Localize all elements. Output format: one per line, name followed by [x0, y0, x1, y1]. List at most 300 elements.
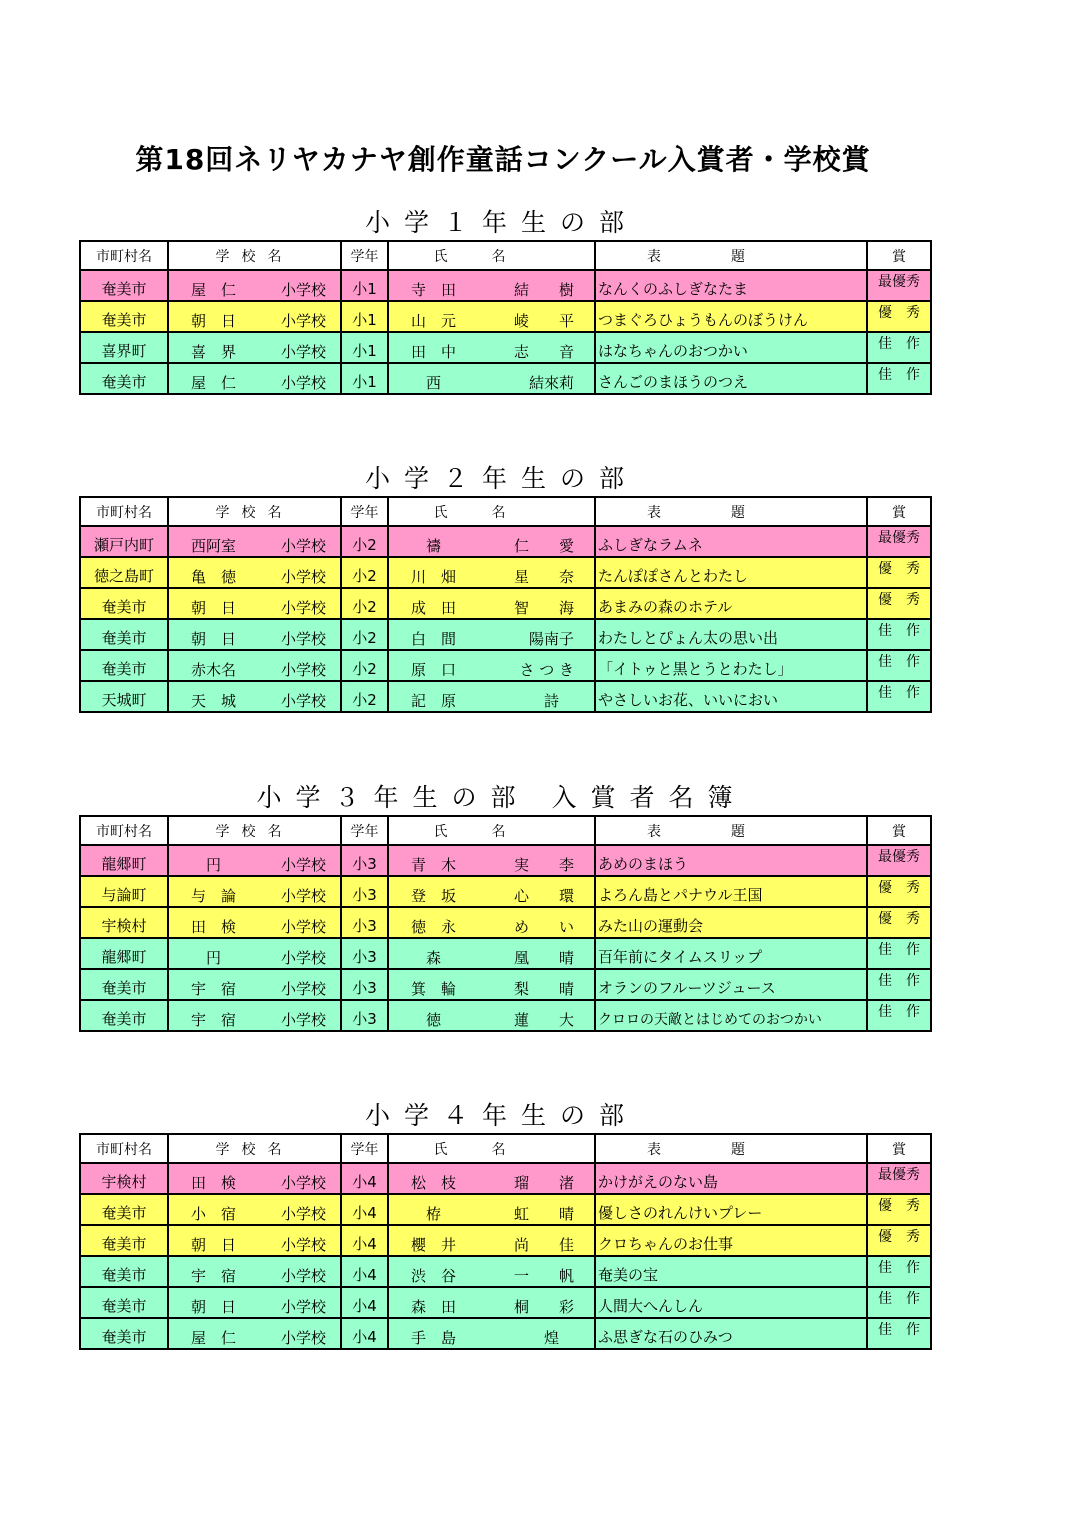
header-title [595, 241, 867, 270]
work-title-cell: 奄美の宝 [595, 1256, 867, 1287]
given-name: 桐 彩 [513, 1298, 574, 1316]
section-grade-1 [79, 206, 924, 395]
prize-cell: 優 秀 [867, 301, 931, 332]
prize-cell: 佳 作 [867, 1318, 931, 1349]
city-cell: 奄美市 [80, 363, 168, 394]
school-name: 田 検 [191, 918, 237, 936]
school-cell [168, 938, 341, 969]
prize-cell: 佳 作 [867, 681, 931, 712]
grade-cell: 小3 [341, 845, 388, 876]
header-city [80, 497, 168, 526]
header-city-label: 市町村名 [96, 248, 152, 265]
work-title-cell: たんぽぽさんとわたし [595, 557, 867, 588]
city-cell: 宇検村 [80, 907, 168, 938]
header-name [388, 816, 595, 845]
given-name: 結來莉 [528, 374, 574, 392]
table-row [80, 363, 931, 394]
header-grade [341, 1134, 388, 1163]
work-title-cell: かけがえのない島 [595, 1163, 867, 1194]
header-name-label: 氏名 [433, 248, 550, 265]
school-name: 屋 仁 [191, 374, 237, 392]
header-title [595, 1134, 867, 1163]
header-title [595, 497, 867, 526]
header-school [168, 1134, 341, 1163]
header-prize [867, 1134, 931, 1163]
table-header-row [80, 816, 931, 845]
school-name: 朝 日 [191, 1298, 237, 1316]
city-cell: 宇検村 [80, 1163, 168, 1194]
school-type: 小学校 [280, 1205, 326, 1223]
given-name: 結 樹 [513, 281, 574, 299]
prize-cell: 優 秀 [867, 907, 931, 938]
prize-cell: 優 秀 [867, 876, 931, 907]
grade-cell: 小4 [341, 1287, 388, 1318]
work-title-cell: クロロの天敵とはじめてのおつかい [595, 1000, 867, 1031]
work-title-cell: 百年前にタイムスリップ [595, 938, 867, 969]
grade-cell: 小4 [341, 1256, 388, 1287]
family-name: 白 間 [411, 630, 457, 648]
school-name: 宇 宿 [191, 1011, 237, 1029]
school-type: 小学校 [280, 1236, 326, 1254]
work-title-cell: わたしとぴょん太の思い出 [595, 619, 867, 650]
header-school-label: 学校名 [215, 248, 294, 265]
school-name: 宇 宿 [191, 980, 237, 998]
name-cell [388, 1287, 595, 1318]
family-name: 森 [411, 949, 442, 967]
given-name: 心 環 [513, 887, 574, 905]
results-table [79, 240, 932, 395]
header-city-label: 市町村名 [96, 504, 152, 521]
table-row [80, 557, 931, 588]
grade-cell: 小3 [341, 907, 388, 938]
family-name: 青 木 [411, 856, 457, 874]
work-title-cell: 優しさのれんけいプレー [595, 1194, 867, 1225]
header-school-label: 学校名 [215, 504, 294, 521]
grade-cell: 小3 [341, 969, 388, 1000]
family-name: 成 田 [411, 599, 457, 617]
name-cell [388, 301, 595, 332]
table-header-row [80, 497, 931, 526]
work-title-cell: あめのまほう [595, 845, 867, 876]
results-table [79, 1133, 932, 1350]
given-name: 梨 晴 [513, 980, 574, 998]
city-cell: 奄美市 [80, 1287, 168, 1318]
grade-cell: 小4 [341, 1163, 388, 1194]
table-row [80, 1256, 931, 1287]
grade-cell: 小2 [341, 650, 388, 681]
section-heading: 小学２年生の部 [364, 464, 638, 493]
school-name: 円 [191, 856, 222, 874]
table-row [80, 845, 931, 876]
school-cell [168, 907, 341, 938]
name-cell [388, 938, 595, 969]
header-prize-label: 賞 [892, 504, 906, 521]
school-type: 小学校 [280, 312, 326, 330]
name-cell [388, 270, 595, 301]
given-name: 蓮 大 [513, 1011, 574, 1029]
city-cell: 奄美市 [80, 1194, 168, 1225]
school-type: 小学校 [280, 537, 326, 555]
header-grade [341, 241, 388, 270]
grade-cell: 小2 [341, 526, 388, 557]
name-cell [388, 332, 595, 363]
family-name: 原 口 [411, 661, 457, 679]
header-name-label: 氏名 [433, 823, 550, 840]
given-name: め い [513, 918, 574, 936]
school-type: 小学校 [280, 980, 326, 998]
header-prize [867, 241, 931, 270]
city-cell: 奄美市 [80, 1225, 168, 1256]
header-title-label: 表題 [647, 504, 815, 521]
school-cell [168, 845, 341, 876]
header-prize-label: 賞 [892, 823, 906, 840]
school-name: 朝 日 [191, 630, 237, 648]
city-cell: 奄美市 [80, 650, 168, 681]
city-cell: 喜界町 [80, 332, 168, 363]
city-cell: 龍郷町 [80, 845, 168, 876]
grade-cell: 小3 [341, 876, 388, 907]
city-cell: 奄美市 [80, 588, 168, 619]
given-name: さ つ き [519, 661, 574, 679]
table-row [80, 650, 931, 681]
header-title-label: 表題 [647, 1141, 815, 1158]
family-name: 禱 [411, 537, 442, 555]
school-type: 小学校 [280, 692, 326, 710]
section-heading: 小学１年生の部 [364, 208, 638, 237]
school-type: 小学校 [280, 887, 326, 905]
school-name: 朝 日 [191, 1236, 237, 1254]
school-name: 与 論 [191, 887, 237, 905]
family-name: 田 中 [411, 343, 457, 361]
work-title-cell: やさしいお花、いいにおい [595, 681, 867, 712]
header-school [168, 241, 341, 270]
school-cell [168, 557, 341, 588]
header-name [388, 241, 595, 270]
city-cell: 龍郷町 [80, 938, 168, 969]
school-cell [168, 1318, 341, 1349]
header-name-label: 氏名 [433, 1141, 550, 1158]
given-name: 崚 平 [513, 312, 574, 330]
school-cell [168, 1194, 341, 1225]
city-cell: 奄美市 [80, 619, 168, 650]
table-row [80, 907, 931, 938]
school-type: 小学校 [280, 374, 326, 392]
school-type: 小学校 [280, 281, 326, 299]
results-table [79, 496, 932, 713]
header-prize-label: 賞 [892, 248, 906, 265]
prize-cell: 優 秀 [867, 557, 931, 588]
prize-cell: 佳 作 [867, 969, 931, 1000]
school-type: 小学校 [280, 599, 326, 617]
city-cell: 瀬戸内町 [80, 526, 168, 557]
work-title-cell: みた山の運動会 [595, 907, 867, 938]
prize-cell: 最優秀 [867, 1163, 931, 1194]
given-name: 煌 [543, 1329, 574, 1347]
prize-cell: 最優秀 [867, 845, 931, 876]
header-city [80, 241, 168, 270]
prize-cell: 佳 作 [867, 619, 931, 650]
school-type: 小学校 [280, 1267, 326, 1285]
header-grade-label: 学年 [350, 248, 379, 265]
section-grade-3 [79, 781, 924, 1032]
section-heading: 小学３年生の部 入賞者名簿 [256, 783, 747, 812]
header-school [168, 497, 341, 526]
work-title-cell: さんごのまほうのつえ [595, 363, 867, 394]
grade-cell: 小2 [341, 681, 388, 712]
family-name: 記 原 [411, 692, 457, 710]
grade-cell: 小2 [341, 619, 388, 650]
school-cell [168, 1000, 341, 1031]
section-grade-4 [79, 1099, 924, 1350]
family-name: 寺 田 [411, 281, 457, 299]
prize-cell: 最優秀 [867, 270, 931, 301]
school-name: 天 城 [191, 692, 237, 710]
header-name [388, 497, 595, 526]
school-type: 小学校 [280, 568, 326, 586]
school-type: 小学校 [280, 630, 326, 648]
header-city [80, 1134, 168, 1163]
grade-cell: 小1 [341, 332, 388, 363]
family-name: 森 田 [411, 1298, 457, 1316]
grade-cell: 小3 [341, 1000, 388, 1031]
city-cell: 奄美市 [80, 969, 168, 1000]
table-row [80, 1194, 931, 1225]
work-title-cell: あまみの森のホテル [595, 588, 867, 619]
school-cell [168, 619, 341, 650]
grade-cell: 小1 [341, 301, 388, 332]
school-name: 宇 宿 [191, 1267, 237, 1285]
name-cell [388, 681, 595, 712]
header-prize [867, 816, 931, 845]
name-cell [388, 1194, 595, 1225]
school-cell [168, 363, 341, 394]
header-prize [867, 497, 931, 526]
prize-cell: 佳 作 [867, 1287, 931, 1318]
city-cell: 奄美市 [80, 1256, 168, 1287]
grade-cell: 小4 [341, 1318, 388, 1349]
prize-cell: 優 秀 [867, 1194, 931, 1225]
table-row [80, 1225, 931, 1256]
school-name: 喜 界 [191, 343, 237, 361]
grade-cell: 小2 [341, 588, 388, 619]
prize-cell: 優 秀 [867, 1225, 931, 1256]
table-row [80, 588, 931, 619]
school-name: 屋 仁 [191, 281, 237, 299]
name-cell [388, 526, 595, 557]
table-row [80, 332, 931, 363]
given-name: 凰 晴 [513, 949, 574, 967]
name-cell [388, 845, 595, 876]
table-row [80, 876, 931, 907]
header-name [388, 1134, 595, 1163]
table-header-row [80, 1134, 931, 1163]
work-title-cell: ふしぎなラムネ [595, 526, 867, 557]
school-name: 田 検 [191, 1174, 237, 1192]
school-cell [168, 1287, 341, 1318]
school-name: 小 宿 [191, 1205, 237, 1223]
school-type: 小学校 [280, 918, 326, 936]
header-title [595, 816, 867, 845]
school-type: 小学校 [280, 343, 326, 361]
name-cell [388, 969, 595, 1000]
header-grade [341, 497, 388, 526]
school-cell [168, 270, 341, 301]
family-name: 栫 [411, 1205, 442, 1223]
school-cell [168, 650, 341, 681]
family-name: 山 元 [411, 312, 457, 330]
school-name: 円 [191, 949, 222, 967]
header-school-label: 学校名 [215, 1141, 294, 1158]
section-heading: 小学４年生の部 [364, 1101, 638, 1130]
school-cell [168, 876, 341, 907]
header-city-label: 市町村名 [96, 1141, 152, 1158]
given-name: 智 海 [513, 599, 574, 617]
family-name: 西 [411, 374, 442, 392]
table-row [80, 1000, 931, 1031]
school-name: 亀 徳 [191, 568, 237, 586]
city-cell: 与論町 [80, 876, 168, 907]
given-name: 一 帆 [513, 1267, 574, 1285]
work-title-cell: つまぐろひょうもんのぼうけん [595, 301, 867, 332]
school-cell [168, 332, 341, 363]
school-type: 小学校 [280, 949, 326, 967]
family-name: 渋 谷 [411, 1267, 457, 1285]
city-cell: 奄美市 [80, 301, 168, 332]
school-cell [168, 681, 341, 712]
header-title-label: 表題 [647, 823, 815, 840]
header-grade-label: 学年 [350, 823, 379, 840]
table-row [80, 301, 931, 332]
name-cell [388, 650, 595, 681]
city-cell: 奄美市 [80, 270, 168, 301]
table-row [80, 969, 931, 1000]
grade-cell: 小1 [341, 363, 388, 394]
header-school [168, 816, 341, 845]
city-cell: 徳之島町 [80, 557, 168, 588]
name-cell [388, 1256, 595, 1287]
work-title-cell: はなちゃんのおつかい [595, 332, 867, 363]
school-type: 小学校 [280, 1298, 326, 1316]
name-cell [388, 619, 595, 650]
header-grade-label: 学年 [350, 504, 379, 521]
name-cell [388, 1318, 595, 1349]
prize-cell: 佳 作 [867, 1000, 931, 1031]
school-type: 小学校 [280, 661, 326, 679]
name-cell [388, 1000, 595, 1031]
prize-cell: 佳 作 [867, 938, 931, 969]
given-name: 虹 晴 [513, 1205, 574, 1223]
header-city-label: 市町村名 [96, 823, 152, 840]
name-cell [388, 588, 595, 619]
family-name: 登 坂 [411, 887, 457, 905]
name-cell [388, 1163, 595, 1194]
family-name: 徳 永 [411, 918, 457, 936]
table-row [80, 681, 931, 712]
given-name: 仁 愛 [513, 537, 574, 555]
table-row [80, 1318, 931, 1349]
family-name: 徳 [411, 1011, 442, 1029]
prize-cell: 最優秀 [867, 526, 931, 557]
school-name: 屋 仁 [191, 1329, 237, 1347]
work-title-cell: ふ思ぎな石のひみつ [595, 1318, 867, 1349]
prize-cell: 佳 作 [867, 363, 931, 394]
family-name: 手 島 [411, 1329, 457, 1347]
prize-cell: 佳 作 [867, 650, 931, 681]
given-name: 実 李 [513, 856, 574, 874]
name-cell [388, 876, 595, 907]
school-cell [168, 1256, 341, 1287]
given-name: 陽南子 [528, 630, 574, 648]
header-city [80, 816, 168, 845]
table-header-row [80, 241, 931, 270]
school-cell [168, 301, 341, 332]
family-name: 川 畑 [411, 568, 457, 586]
family-name: 箕 輪 [411, 980, 457, 998]
family-name: 松 枝 [411, 1174, 457, 1192]
given-name: 瑠 渚 [513, 1174, 574, 1192]
work-title-cell: なんくのふしぎなたま [595, 270, 867, 301]
work-title-cell: クロちゃんのお仕事 [595, 1225, 867, 1256]
prize-cell: 佳 作 [867, 332, 931, 363]
header-prize-label: 賞 [892, 1141, 906, 1158]
family-name: 櫻 井 [411, 1236, 457, 1254]
name-cell [388, 1225, 595, 1256]
page-title: 第18回ネリヤカナヤ創作童話コンクール入賞者・学校賞 [135, 143, 871, 176]
grade-cell: 小4 [341, 1194, 388, 1225]
header-title-label: 表題 [647, 248, 815, 265]
school-type: 小学校 [280, 1011, 326, 1029]
grade-cell: 小2 [341, 557, 388, 588]
name-cell [388, 907, 595, 938]
school-cell [168, 1163, 341, 1194]
given-name: 星 奈 [513, 568, 574, 586]
given-name: 志 音 [513, 343, 574, 361]
school-cell [168, 969, 341, 1000]
grade-cell: 小4 [341, 1225, 388, 1256]
table-row [80, 526, 931, 557]
school-cell [168, 526, 341, 557]
school-name: 朝 日 [191, 312, 237, 330]
school-name: 西阿室 [191, 537, 237, 555]
header-name-label: 氏名 [433, 504, 550, 521]
school-type: 小学校 [280, 1329, 326, 1347]
city-cell: 奄美市 [80, 1000, 168, 1031]
prize-cell: 優 秀 [867, 588, 931, 619]
school-name: 朝 日 [191, 599, 237, 617]
work-title-cell: よろん島とパナウル王国 [595, 876, 867, 907]
table-row [80, 270, 931, 301]
name-cell [388, 363, 595, 394]
grade-cell: 小3 [341, 938, 388, 969]
school-cell [168, 588, 341, 619]
school-name: 赤木名 [191, 661, 237, 679]
section-grade-2 [79, 462, 924, 713]
grade-cell: 小1 [341, 270, 388, 301]
header-grade [341, 816, 388, 845]
name-cell [388, 557, 595, 588]
given-name: 尚 佳 [513, 1236, 574, 1254]
school-type: 小学校 [280, 1174, 326, 1192]
given-name: 詩 [543, 692, 574, 710]
school-type: 小学校 [280, 856, 326, 874]
table-row [80, 1163, 931, 1194]
city-cell: 天城町 [80, 681, 168, 712]
work-title-cell: 「イトゥと黒とうとわたし」 [595, 650, 867, 681]
prize-cell: 佳 作 [867, 1256, 931, 1287]
header-grade-label: 学年 [350, 1141, 379, 1158]
school-cell [168, 1225, 341, 1256]
table-row [80, 938, 931, 969]
